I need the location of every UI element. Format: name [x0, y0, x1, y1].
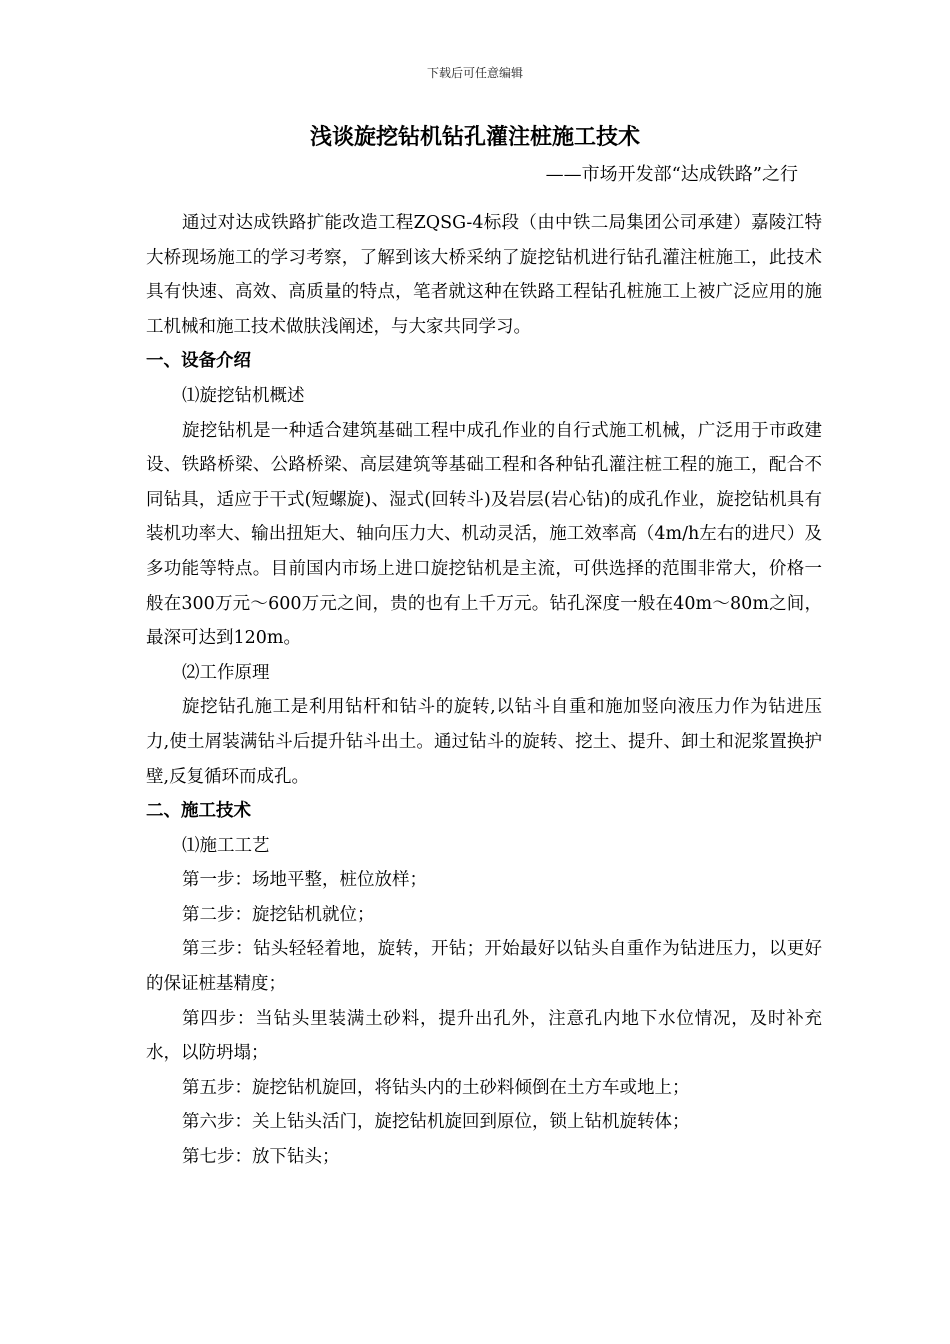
subsection-title-process: ⑴施工工艺: [182, 835, 270, 856]
overview-paragraph: 旋挖钻机是一种适合建筑基础工程中成孔作业的自行式施工机械，广泛用于市政建设、铁路桥梁、公路桥梁、高层建筑等基础工程和各种钻孔灌注桩工程的施工，配合不同钻具，适应于干式(短螺旋)、湿式(回转斗)及岩层(岩心钻)的成孔作业，旋挖钻机具有装机功率大、输出扭矩大、轴向压力大、机动灵活，施工效率高（4m/h左右的进尺）及多功能等特点。目前国内市场上进口旋挖钻机是主流，可供选择的范围非常大，价格一般在300万元～600万元之间，贵的也有上千万元。钻孔深度一般在40m～80m之间，最深可达到120m。: [146, 420, 822, 649]
process-step: 第七步：放下钻头；: [182, 1147, 340, 1168]
document-subtitle: ——市场开发部“达成铁路”之行: [545, 164, 798, 185]
section-heading-technique: 二、施工技术: [146, 801, 251, 822]
intro-paragraph: 通过对达成铁路扩能改造工程ZQSG-4标段（由中铁二局集团公司承建）嘉陵江特大桥现场施工的学习考察，了解到该大桥采纳了旋挖钻机进行钻孔灌注桩施工，此技术具有快速、高效、高质量的特点，笔者就这种在铁路工程钻孔桩施工上被广泛应用的施工机械和施工技术做肤浅阐述，与大家共同学习。: [146, 213, 822, 337]
header-note: 下载后可任意编辑: [426, 66, 523, 80]
principle-paragraph: 旋挖钻孔施工是利用钻杆和钻斗的旋转,以钻斗自重和施加竖向液压力作为钻进压力,使土屑装满钻斗后提升钻斗出土。通过钻斗的旋转、挖土、提升、卸土和泥浆置换护壁,反复循环而成孔。: [146, 697, 822, 787]
section-heading-equipment: 一、设备介绍: [146, 351, 251, 372]
document-body: [146, 206, 822, 1175]
process-step: 第六步：关上钻头活门，旋挖钻机旋回到原位，锁上钻机旋转体；: [182, 1112, 690, 1133]
document-title: 浅谈旋挖钻机钻孔灌注桩施工技术: [309, 124, 640, 150]
subsection-title-principle: ⑵工作原理: [182, 662, 270, 683]
process-step: 第一步：场地平整，桩位放样；: [182, 870, 427, 891]
process-step: 第四步：当钻头里装满土砂料，提升出孔外，注意孔内地下水位情况，及时补充水，以防坍塌；: [146, 1008, 822, 1064]
process-step: 第五步：旋挖钻机旋回，将钻头内的土砂料倾倒在土方车或地上；: [182, 1077, 690, 1098]
subsection-title-overview: ⑴旋挖钻机概述: [182, 385, 305, 406]
process-step: 第二步：旋挖钻机就位；: [182, 904, 375, 925]
process-step: 第三步：钻头轻轻着地，旋转，开钻；开始最好以钻头自重作为钻进压力，以更好的保证桩基精度；: [146, 939, 822, 995]
